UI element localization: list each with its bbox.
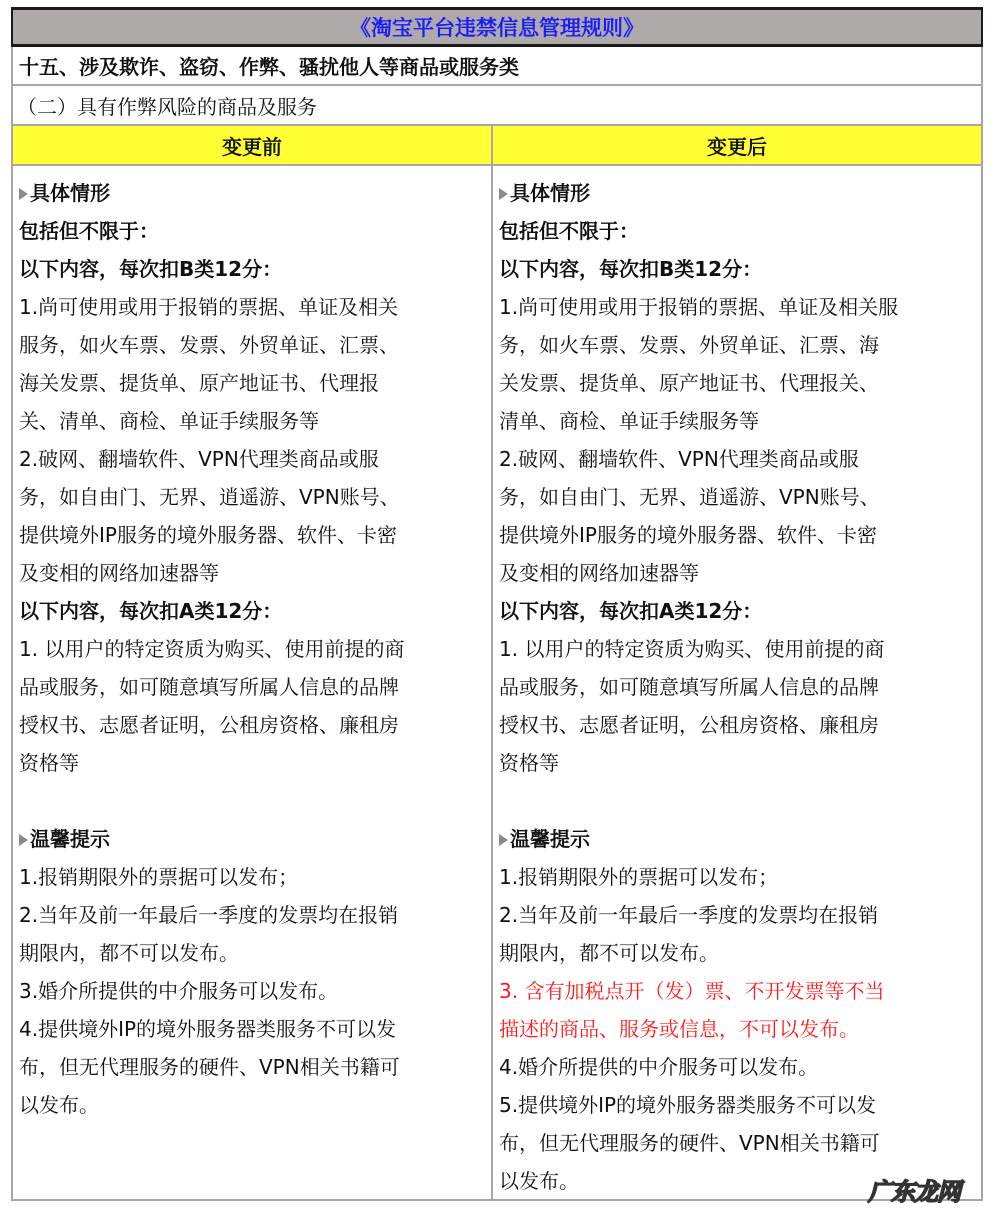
text-line: 1.尚可使用或用于报销的票据、单证及相关	[19, 295, 399, 319]
text-line: 以下内容，每次扣A类12分：	[19, 599, 283, 623]
subsection-heading: （二）具有作弊风险的商品及服务	[13, 86, 981, 126]
text-line: 包括但不限于：	[499, 219, 639, 243]
triangle-bullet-icon	[499, 188, 508, 200]
text-line: 服务，如火车票、发票、外贸单证、汇票、	[19, 333, 399, 357]
heading-label: 具体情形	[30, 181, 110, 205]
before-lines	[19, 212, 485, 782]
text-line: 提供境外IP服务的境外服务器、软件、卡密	[499, 523, 877, 547]
text-line: 以发布。	[19, 1093, 99, 1117]
title-row	[11, 7, 983, 47]
column-header-row	[13, 126, 981, 166]
text-line: 提供境外IP服务的境外服务器、软件、卡密	[19, 523, 397, 547]
after-column	[493, 166, 981, 1199]
text-line: 以下内容，每次扣B类12分：	[499, 257, 763, 281]
text-line: 2.当年及前一年最后一季度的发票均在报销	[19, 903, 399, 927]
comparison-body	[13, 166, 981, 1199]
text-line: 授权书、志愿者证明，公租房资格、廉租房	[19, 713, 399, 737]
after-heading-situations	[499, 174, 975, 212]
spacer	[19, 782, 485, 820]
before-heading-situations	[19, 174, 485, 212]
triangle-bullet-icon	[19, 834, 28, 846]
after-heading-tips	[499, 820, 975, 858]
text-line: 及变相的网络加速器等	[19, 561, 219, 585]
document-title: 《淘宝平台违禁信息管理规则》	[350, 16, 644, 40]
text-line: 描述的商品、服务或信息，不可以发布。	[499, 1017, 859, 1041]
text-line: 以下内容，每次扣B类12分：	[19, 257, 283, 281]
text-line: 期限内，都不可以发布。	[499, 941, 719, 965]
text-line: 务，如火车票、发票、外贸单证、汇票、海	[499, 333, 879, 357]
text-line: 品或服务，如可随意填写所属人信息的品牌	[19, 675, 399, 699]
text-line: 5.提供境外IP的境外服务器类服务不可以发	[499, 1093, 877, 1117]
text-line: 1.报销期限外的票据可以发布；	[19, 865, 299, 889]
text-line: 1.报销期限外的票据可以发布；	[499, 865, 779, 889]
text-line: 2.当年及前一年最后一季度的发票均在报销	[499, 903, 879, 927]
text-line: 及变相的网络加速器等	[499, 561, 699, 585]
text-line: 期限内，都不可以发布。	[19, 941, 239, 965]
text-line: 布，但无代理服务的硬件、VPN相关书籍可	[19, 1055, 400, 1079]
text-line: 务，如自由门、无界、逍遥游、VPN账号、	[499, 485, 880, 509]
heading-label: 具体情形	[510, 181, 590, 205]
heading-label: 温馨提示	[30, 827, 110, 851]
text-line: 布，但无代理服务的硬件、VPN相关书籍可	[499, 1131, 880, 1155]
section-heading: 十五、涉及欺诈、盗窃、作弊、骚扰他人等商品或服务类	[13, 47, 981, 86]
text-line: 以下内容，每次扣A类12分：	[499, 599, 763, 623]
text-line: 授权书、志愿者证明，公租房资格、廉租房	[499, 713, 879, 737]
text-line: 2.破网、翻墙软件、VPN代理类商品或服	[499, 447, 859, 471]
text-line: 关发票、提货单、原产地证书、代理报关、	[499, 371, 879, 395]
text-line: 资格等	[499, 751, 559, 775]
column-header-before: 变更前	[13, 126, 493, 164]
text-line: 2.破网、翻墙软件、VPN代理类商品或服	[19, 447, 379, 471]
heading-label: 温馨提示	[510, 827, 590, 851]
spacer	[499, 782, 975, 820]
triangle-bullet-icon	[499, 834, 508, 846]
after-tips	[499, 858, 975, 1200]
text-line: 务，如自由门、无界、逍遥游、VPN账号、	[19, 485, 400, 509]
before-column	[13, 166, 493, 1199]
text-line: 品或服务，如可随意填写所属人信息的品牌	[499, 675, 879, 699]
triangle-bullet-icon	[19, 188, 28, 200]
text-line: 4.婚介所提供的中介服务可以发布。	[499, 1055, 819, 1079]
text-line: 资格等	[19, 751, 79, 775]
before-tips	[19, 858, 485, 1124]
text-line: 关、清单、商检、单证手续服务等	[19, 409, 319, 433]
text-line: 4.提供境外IP的境外服务器类服务不可以发	[19, 1017, 397, 1041]
text-line: 1. 以用户的特定资质为购买、使用前提的商	[19, 637, 405, 661]
before-heading-tips	[19, 820, 485, 858]
watermark-logo: 广东龙网	[868, 1178, 960, 1206]
text-line: 海关发票、提货单、原产地证书、代理报	[19, 371, 379, 395]
rules-comparison-table	[11, 7, 983, 1201]
text-line: 1. 以用户的特定资质为购买、使用前提的商	[499, 637, 885, 661]
text-line: 清单、商检、单证手续服务等	[499, 409, 759, 433]
text-line: 3. 含有加税点开（发）票、不开发票等不当	[499, 979, 885, 1003]
text-line: 1.尚可使用或用于报销的票据、单证及相关服	[499, 295, 899, 319]
column-header-after: 变更后	[493, 126, 981, 164]
text-line: 3.婚介所提供的中介服务可以发布。	[19, 979, 339, 1003]
after-lines	[499, 212, 975, 782]
text-line: 包括但不限于：	[19, 219, 159, 243]
text-line: 以发布。	[499, 1169, 579, 1193]
